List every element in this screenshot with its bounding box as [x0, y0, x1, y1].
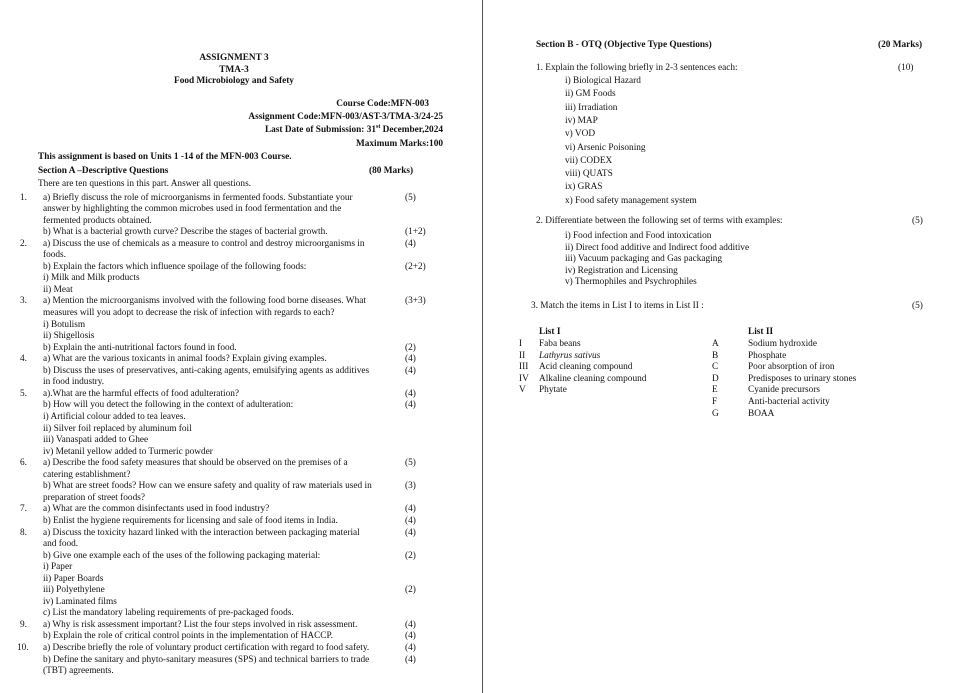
question-text: a) Mention the microorganisms involved with the following food borne diseases. What	[43, 296, 366, 307]
question-text: (TBT) agreements.	[43, 666, 114, 676]
question-number: 6.	[20, 458, 27, 469]
section-b-title: Section B - OTQ (Objective Type Questions)	[536, 40, 712, 50]
question-text: catering establishment?	[43, 469, 131, 480]
list-1-key: II	[519, 350, 526, 361]
question-marks: (3)	[405, 481, 416, 492]
question-text: a) Describe briefly the role of voluntary product certification with regard to food safety.	[43, 643, 370, 653]
question-marks: (4)	[405, 365, 416, 376]
otq-1-item: vii) CODEX	[565, 155, 613, 166]
tma-label: TMA-3	[219, 65, 249, 75]
question-text: a) Discuss the use of chemicals as a measure to control and destroy microorganisms in	[43, 238, 365, 249]
question-text: a) Briefly discuss the role of microorganisms in fermented foods. Substantiate your	[43, 192, 353, 203]
list-2-item: BOAA	[748, 408, 775, 419]
otq-1-item: iv) MAP	[565, 115, 598, 126]
list-2-item: Predisposes to urinary stones	[748, 373, 857, 384]
question-text: a) Why is risk assessment important? List the four steps involved in risk assessment.	[43, 619, 358, 630]
question-text: c) List the mandatory labeling requirements of pre-packaged foods.	[43, 608, 294, 619]
question-marks: (4)	[405, 504, 416, 515]
question-marks: (4)	[405, 238, 416, 249]
maximum-marks: Maximum Marks:100	[355, 139, 443, 149]
question-number: 3.	[20, 296, 27, 307]
otq-1-item: vi) Arsenic Poisoning	[565, 142, 646, 153]
assignment-code: Assignment Code:MFN-003/AST-3/TMA-3/24-25	[248, 112, 443, 122]
list-1-item: Faba beans	[539, 339, 581, 349]
otq-2-item: i) Food infection and Food intoxication	[565, 231, 712, 241]
question-marks: (3+3)	[405, 296, 426, 307]
otq-1-item: x) Food safety management system	[565, 195, 697, 206]
question-text: iii) Polyethylene	[43, 585, 105, 596]
course-name: Food Microbiology and Safety	[174, 76, 294, 86]
question-text: b) What is a bacterial growth curve? Describe the stages of bacterial growth.	[43, 227, 328, 238]
question-text: ii) Meat	[43, 284, 73, 295]
question-text: b) What are street foods? How can we ensure safety and quality of raw materials used in	[43, 481, 372, 492]
question-text: preparation of street foods?	[43, 492, 145, 503]
list-2-key: C	[712, 362, 719, 373]
otq-2-label: 2. Differentiate between the following set of terms with examples:	[536, 216, 783, 226]
question-text: b) Explain the factors which influence spoilage of the following foods:	[43, 261, 307, 272]
question-marks: (4)	[405, 515, 416, 526]
question-marks: (2)	[405, 585, 416, 596]
list-2-item: Poor absorption of iron	[748, 362, 835, 373]
submission-date: Last Date of Submission: 31st December,2024	[264, 123, 443, 135]
question-text: b) Enlist the hygiene requirements for licensing and sale of food items in India.	[43, 515, 338, 526]
list-2-item: Sodium hydroxide	[748, 339, 817, 349]
otq-1-label: 1. Explain the following briefly in 2-3 sentences each:	[536, 63, 738, 73]
otq-3-label: 3. Match the items in List I to items in List II :	[531, 301, 704, 311]
question-text: b) Explain the role of critical control points in the implementation of HACCP.	[43, 631, 333, 642]
list-1-key: V	[519, 385, 526, 396]
question-number: 7.	[20, 504, 27, 515]
question-text: b) How will you detect the following in the context of adulteration:	[43, 400, 294, 411]
question-text: a) Discuss the toxicity hazard linked with the interaction between packaging material	[43, 527, 360, 538]
question-text: b) Give one example each of the uses of the following packaging material:	[43, 550, 321, 561]
list-2-title: List II	[748, 327, 774, 337]
list-2-item: Phosphate	[748, 350, 787, 361]
question-marks: (5)	[405, 192, 416, 203]
list-2-item: Anti-bacterial activity	[748, 397, 830, 407]
question-number: 2.	[20, 238, 27, 249]
list-2-key: G	[712, 408, 719, 419]
list-1-item: Lathyrus sativus	[539, 350, 601, 361]
otq-1-item: v) VOD	[565, 129, 596, 140]
list-2-key: D	[712, 373, 719, 384]
question-text: ii) Paper Boards	[43, 573, 104, 584]
list-1-item: Alkaline cleaning compound	[539, 373, 647, 384]
question-marks: (1+2)	[405, 227, 426, 238]
right-page	[483, 0, 962, 693]
list-1-item: Phytate	[539, 385, 567, 396]
question-marks: (4)	[405, 643, 416, 653]
question-text: measures will you adopt to decrease the risk of infection with regards to each?	[43, 308, 335, 318]
question-text: fermented products obtained.	[43, 215, 152, 226]
otq-1-item: viii) QUATS	[565, 169, 613, 180]
question-text: a) What are the common disinfectants used in food industry?	[43, 504, 270, 515]
otq-1-item: ii) GM Foods	[565, 89, 616, 100]
list-2-key: A	[712, 339, 719, 349]
question-marks: (4)	[405, 654, 416, 665]
assignment-title: ASSIGNMENT 3	[199, 53, 269, 63]
question-marks: (2)	[405, 550, 416, 561]
question-text: i) Artificial colour added to tea leaves.	[43, 412, 186, 422]
list-1-item: Acid cleaning compound	[539, 362, 633, 373]
question-number: 8.	[20, 527, 27, 538]
question-marks: (4)	[405, 388, 416, 399]
list-1-key: III	[519, 362, 529, 373]
otq-1-item: ix) GRAS	[565, 182, 603, 193]
question-text: and food.	[43, 539, 79, 549]
question-text: i) Botulism	[43, 319, 86, 330]
otq-3-marks: (5)	[912, 301, 923, 311]
section-a-marks: (80 Marks)	[369, 166, 414, 176]
question-text: a) Describe the food safety measures that should be observed on the premises of a	[43, 458, 348, 469]
question-text: ii) Shigellosis	[43, 331, 95, 342]
question-marks: (4)	[405, 619, 416, 630]
question-marks: (5)	[405, 458, 416, 469]
question-marks: (4)	[405, 631, 416, 642]
otq-1-item: iii) Irradiation	[565, 102, 618, 113]
otq-2-item: iii) Vacuum packaging and Gas packaging	[565, 254, 723, 265]
question-number: 9.	[20, 619, 27, 630]
question-number: 4.	[20, 354, 27, 365]
list-1-key: I	[519, 339, 523, 349]
section-b-marks: (20 Marks)	[878, 40, 923, 50]
otq-2-item: iv) Registration and Licensing	[565, 265, 678, 276]
question-text: b) Define the sanitary and phyto-sanitary measures (SPS) and technical barriers to trade	[43, 654, 370, 665]
course-code: Course Code:MFN-003	[336, 99, 429, 109]
question-marks: (4)	[405, 527, 416, 538]
course-basis: This assignment is based on Units 1 -14 of the MFN-003 Course.	[38, 152, 292, 162]
otq-2-marks: (5)	[912, 216, 923, 226]
question-text: answer by highlighting the common microbes used in food fermentation and the	[43, 204, 342, 215]
question-number: 5.	[20, 388, 27, 399]
question-number: 1.	[20, 192, 27, 203]
question-text: a).What are the harmful effects of food adulteration?	[43, 388, 240, 399]
section-a-instruction: There are ten questions in this part. Answer all questions.	[38, 179, 252, 189]
otq-2-item: ii) Direct food additive and Indirect food additive	[565, 242, 750, 253]
question-text: iii) Vanaspati added to Ghee	[43, 435, 149, 446]
list-1-key: IV	[519, 373, 529, 384]
question-marks: (2)	[405, 342, 416, 353]
question-text: a) What are the various toxicants in animal foods? Explain giving examples.	[43, 354, 327, 365]
question-text: foods.	[43, 250, 66, 261]
question-number: 10.	[17, 643, 29, 653]
section-a-title: Section A –Descriptive Questions	[38, 166, 169, 176]
list-1-title: List I	[539, 327, 561, 337]
question-text: i) Paper	[43, 562, 73, 573]
question-text: b) Discuss the uses of preservatives, anti-caking agents, emulsifying agents as additives	[43, 365, 370, 376]
question-text: i) Milk and Milk products	[43, 273, 140, 284]
otq-1-item: i) Biological Hazard	[565, 76, 641, 86]
question-text: ii) Silver foil replaced by aluminum foil	[43, 423, 192, 434]
question-marks: (4)	[405, 354, 416, 365]
question-text: b) Explain the anti-nutritional factors found in food.	[43, 342, 237, 353]
question-marks: (2+2)	[405, 261, 426, 272]
otq-1-marks: (10)	[898, 63, 914, 73]
otq-2-item: v) Thermophiles and Psychrophiles	[565, 277, 697, 288]
list-2-key: B	[712, 350, 719, 361]
list-2-item: Cyanide precursors	[748, 385, 821, 396]
question-text: iv) Metanil yellow added to Turmeric powder	[43, 446, 213, 457]
question-marks: (4)	[405, 400, 416, 411]
list-2-key: E	[712, 385, 718, 396]
question-text: iv) Laminated films	[43, 596, 117, 607]
list-2-key: F	[712, 397, 718, 407]
question-text: in food industry.	[43, 377, 105, 388]
